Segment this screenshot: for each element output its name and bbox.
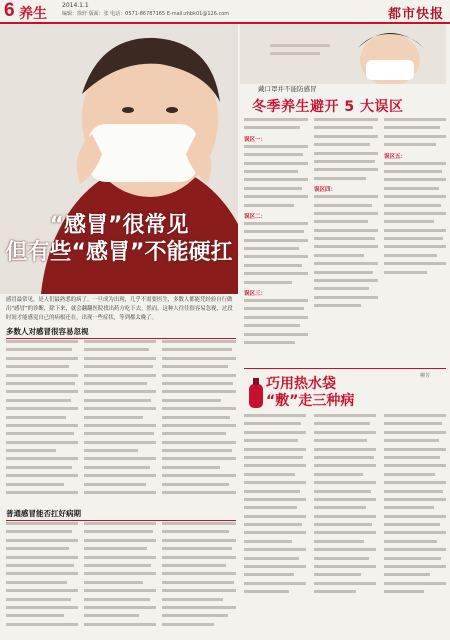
article-divider — [244, 368, 446, 369]
page-header — [0, 0, 450, 24]
article3-headline-line1: 巧用热水袋 — [266, 376, 336, 392]
page-number: 6 — [4, 0, 15, 21]
article3-credit: 柳芳 — [420, 373, 431, 379]
article3-col-1 — [244, 414, 306, 599]
feature-col-5 — [84, 522, 156, 631]
article3-col-2 — [314, 414, 376, 599]
feature-subhead-1: 多数人对感冒很容易忽视 — [6, 326, 236, 339]
article2-label-3: 误区三： — [244, 291, 267, 298]
editor-meta: 编辑：徐轩 版面：张 电话：0571-86787165 E-mail:zhbk01@126.com — [62, 11, 230, 17]
feature-col-3 — [162, 340, 236, 499]
feature-col-6 — [162, 522, 236, 631]
article3-headline-line2: “敷”走三种病 — [266, 393, 355, 409]
newspaper-brand: 都市快报 — [387, 7, 444, 22]
issue-date: 2014.1.1 — [62, 2, 89, 9]
hot-water-bottle-icon — [246, 376, 266, 410]
article2-label-2: 误区二： — [244, 213, 267, 220]
article2-col-2 — [314, 118, 378, 313]
article2-headline: 冬季养生避开 5 大误区 — [252, 99, 404, 115]
feature-title-line2: 但有些“感冒”不能硬扛 — [5, 240, 233, 265]
mask-wearer-illustration — [240, 24, 446, 84]
article2-label-5: 误区五： — [384, 153, 407, 160]
article3-col-3 — [384, 414, 446, 599]
article2-col-3 — [384, 118, 446, 279]
mask-photo — [240, 24, 446, 84]
article2-col-1 — [244, 118, 308, 349]
feature-subhead-2: 普通感冒能否扛好病期 — [6, 508, 236, 521]
feature-title — [0, 212, 238, 266]
feature-photo — [0, 24, 238, 294]
article3-headline — [266, 376, 446, 410]
feature-lead: 感冒最常见，是人们最熟悉的病了。一旦成为出现，几乎不需要医生，多数人都能凭经验自行做出“感冒”的诊断，除下来，就会翻翻医院找出药方吃下去。然而，这种人往往很容易忽视，过段时间才能感觉自己的病根还在，出现一些症状，等到都太晚了。 — [6, 297, 233, 321]
section-title: 养生 — [19, 5, 47, 21]
feature-col-2 — [84, 340, 156, 499]
feature-title-line1: “感冒”很常见 — [49, 213, 189, 238]
article2-kicker: 戴口罩并不能防感冒 — [258, 85, 317, 93]
feature-col-4 — [6, 522, 78, 631]
article2-label-1: 误区一： — [244, 136, 267, 143]
feature-col-1 — [6, 340, 78, 499]
article2-label-4: 误区四： — [314, 187, 337, 194]
